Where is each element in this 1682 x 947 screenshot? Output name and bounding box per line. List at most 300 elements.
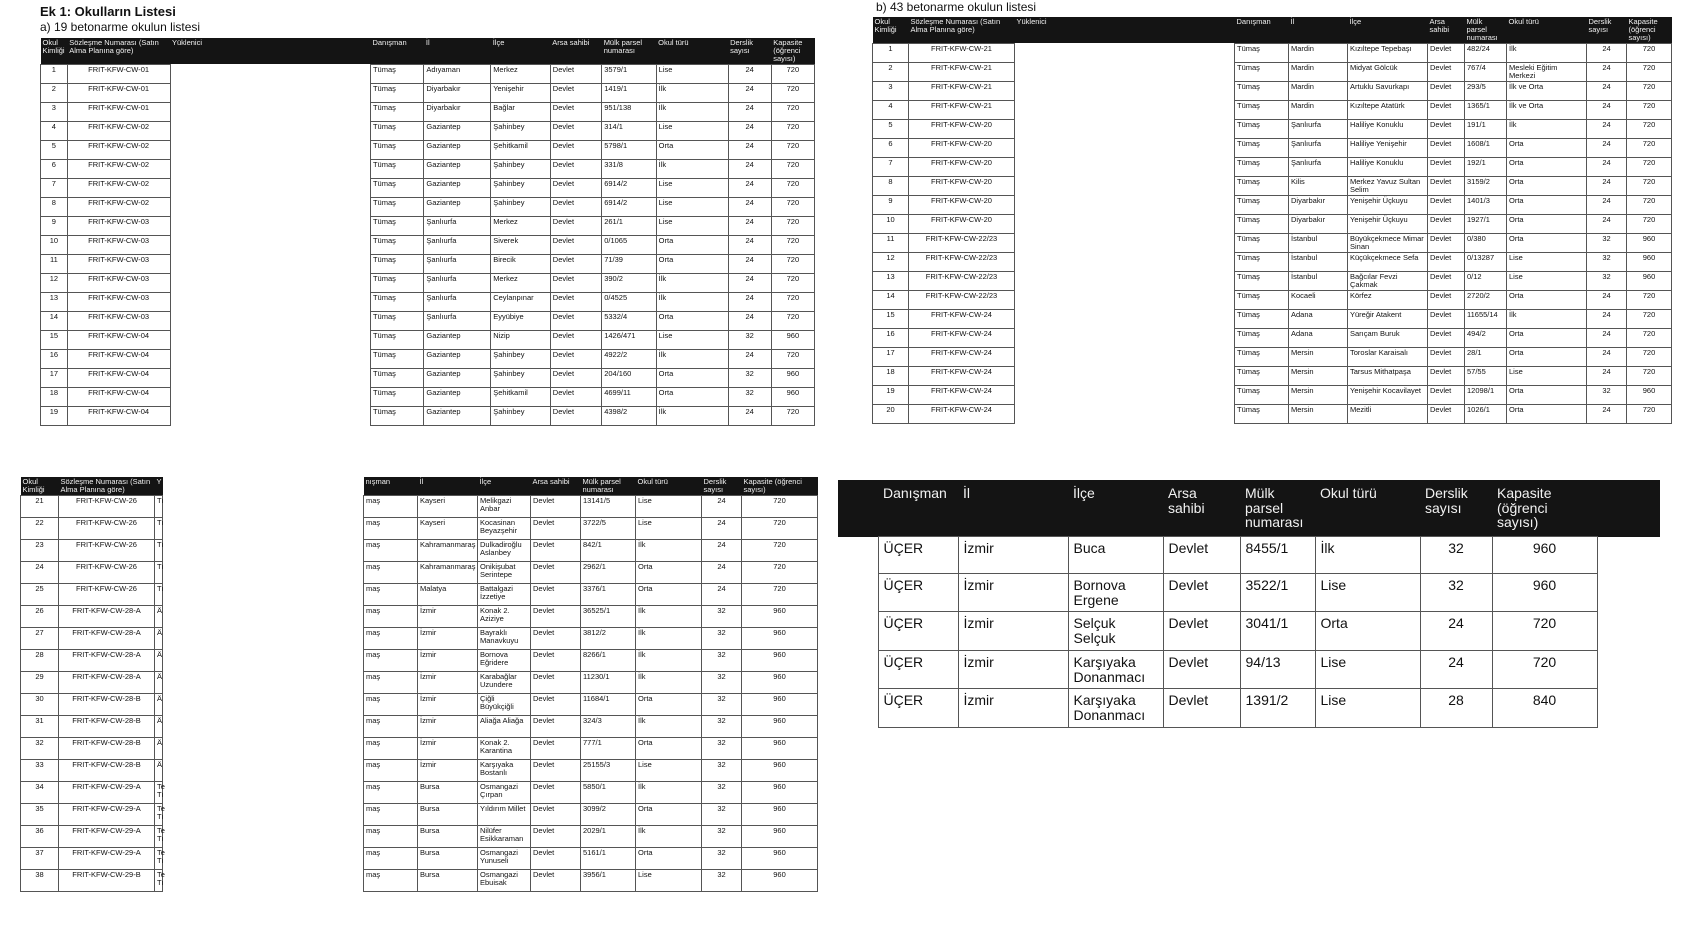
col-okul-kimligi: Okul Kimliği <box>41 38 68 64</box>
cell-yuklenici-partial: Te Tı <box>155 825 163 847</box>
col-arsa: Arsa sahibi <box>550 38 601 64</box>
cell-derslik: 32 <box>702 781 742 803</box>
section-b-title: b) 43 betonarme okulun listesi <box>876 0 1037 14</box>
cell-mulk: 5850/1 <box>581 781 636 803</box>
cell-okul-turu: İlk <box>656 273 728 292</box>
cell-danisman: Tümaş <box>1235 176 1289 195</box>
table-row <box>21 539 818 561</box>
cell-ilce: Bağlar <box>491 102 551 121</box>
cell-okul-kimligi: 22 <box>21 517 59 539</box>
cell-danisman: maş <box>364 715 418 737</box>
cell-arsa: Devlet <box>1428 138 1465 157</box>
cell-mulk: 8455/1 <box>1240 537 1315 574</box>
cell-il: İzmir <box>418 759 478 781</box>
cell-il: Diyarbakır <box>1289 195 1348 214</box>
cell-sozlesme: FRIT-KFW-CW-28-A <box>59 649 155 671</box>
cell-sozlesme: FRIT-KFW-CW-01 <box>67 102 170 121</box>
cell-il: İzmir <box>958 574 1068 612</box>
cell-sozlesme: FRIT-KFW-CW-20 <box>909 214 1015 233</box>
cell-ilce: Osmangazi Çırpan <box>478 781 531 803</box>
cell-mulk: 0/380 <box>1465 233 1507 252</box>
cell-okul-turu: Orta <box>1507 233 1587 252</box>
cell-sozlesme: FRIT-KFW-CW-02 <box>67 178 170 197</box>
cell-okul-kimligi: 5 <box>873 119 909 138</box>
cell-okul-turu: Lise <box>1315 650 1420 688</box>
cell-yuklenici-blank <box>170 102 370 121</box>
cell-okul-turu: Orta <box>1507 385 1587 404</box>
cell-mulk: 5332/4 <box>602 311 656 330</box>
cell-yuklenici-blank <box>170 83 370 102</box>
cell-yuklenici-partial: Ä <box>155 759 163 781</box>
cell-okul-turu: Lise <box>656 197 728 216</box>
table-row <box>873 366 1672 385</box>
col-mulk: Mülk parsel numarası <box>581 477 636 495</box>
cell-kapasite: 720 <box>742 495 818 517</box>
cell-kapasite: 960 <box>742 671 818 693</box>
cell-okul-turu: Orta <box>1507 195 1587 214</box>
table-row <box>41 292 815 311</box>
cell-ilce: Mezitli <box>1348 404 1428 423</box>
cell-okul-turu: Lise <box>1507 271 1587 290</box>
cell-sozlesme: FRIT-KFW-CW-28-A <box>59 627 155 649</box>
cell-okul-kimligi: 13 <box>873 271 909 290</box>
cell-ilce: Şahinbey <box>491 349 551 368</box>
cell-il: Malatya <box>418 583 478 605</box>
cell-sozlesme: FRIT-KFW-CW-29-A <box>59 803 155 825</box>
table-d-schools <box>838 480 1660 728</box>
cell-kapasite: 960 <box>742 693 818 715</box>
cell-mulk: 324/3 <box>581 715 636 737</box>
cell-okul-turu: İlk <box>656 349 728 368</box>
table-row <box>873 62 1672 81</box>
cell-danisman: Tümaş <box>370 121 423 140</box>
cell-ilce: Merkez <box>491 216 551 235</box>
cell-derslik: 24 <box>702 583 742 605</box>
col-kapasite: Kapasite (öğrenci sayısı) <box>771 38 814 64</box>
cell-ilce: Midyat Gölcük <box>1348 62 1428 81</box>
cell-trail-blank <box>1597 689 1660 727</box>
cell-ilce: Eyyübiye <box>491 311 551 330</box>
table-row <box>41 121 815 140</box>
cell-arsa: Devlet <box>1428 366 1465 385</box>
cell-okul-turu: İlk <box>656 159 728 178</box>
table-row <box>41 387 815 406</box>
cell-derslik: 24 <box>728 311 771 330</box>
cell-il: İstanbul <box>1289 233 1348 252</box>
cell-kapasite: 960 <box>771 368 814 387</box>
table-c-header <box>21 477 818 495</box>
cell-il: Kayseri <box>418 517 478 539</box>
col-arsa: Arsa sahibi <box>1428 17 1465 43</box>
cell-sozlesme: FRIT-KFW-CW-02 <box>67 140 170 159</box>
cell-danisman: Tümaş <box>370 254 423 273</box>
table-row <box>21 627 818 649</box>
cell-okul-turu: İlk <box>1315 537 1420 574</box>
cell-ilce: Merkez <box>491 273 551 292</box>
cell-il: Şanlıurfa <box>1289 157 1348 176</box>
cell-ilce: Karşıyaka Donanmacı <box>1068 689 1163 727</box>
col-kapasite: Kapasite (öğrenci sayısı) <box>1627 17 1672 43</box>
cell-il: İzmir <box>418 737 478 759</box>
cell-okul-kimligi: 10 <box>873 214 909 233</box>
cell-sozlesme: FRIT-KFW-CW-02 <box>67 197 170 216</box>
cell-trail-blank <box>1597 574 1660 612</box>
cell-kapasite: 720 <box>742 539 818 561</box>
cell-derslik: 24 <box>1587 157 1627 176</box>
cell-okul-kimligi: 19 <box>41 406 68 425</box>
cell-il: Mersin <box>1289 347 1348 366</box>
cell-kapasite: 720 <box>771 235 814 254</box>
cell-okul-turu: İlk <box>636 627 702 649</box>
table-row <box>21 671 818 693</box>
cell-okul-turu: İlk <box>656 83 728 102</box>
cell-arsa: Devlet <box>531 759 581 781</box>
cell-okul-turu: Orta <box>1507 290 1587 309</box>
cell-kapasite: 720 <box>771 254 814 273</box>
cell-kapasite: 960 <box>771 387 814 406</box>
cell-arsa: Devlet <box>550 387 601 406</box>
table-b-schools <box>872 17 1672 424</box>
cell-danisman: maş <box>364 693 418 715</box>
cell-derslik: 32 <box>702 737 742 759</box>
table-row <box>41 159 815 178</box>
cell-sozlesme: FRIT-KFW-CW-29-A <box>59 825 155 847</box>
cell-danisman: Tümaş <box>370 311 423 330</box>
cell-kapasite: 720 <box>1627 347 1672 366</box>
cell-kapasite: 960 <box>1492 537 1597 574</box>
cell-mulk: 1608/1 <box>1465 138 1507 157</box>
cell-okul-turu: Lise <box>656 216 728 235</box>
cell-arsa: Devlet <box>1163 650 1240 688</box>
cell-mulk: 1419/1 <box>602 83 656 102</box>
cell-kapasite: 720 <box>1492 650 1597 688</box>
cell-yuklenici-blank <box>170 330 370 349</box>
cell-okul-turu: Orta <box>636 847 702 869</box>
cell-il: Şanlıurfa <box>424 235 491 254</box>
cell-arsa: Devlet <box>550 197 601 216</box>
cell-yuklenici-blank <box>1015 100 1235 119</box>
cell-okul-turu: Orta <box>636 803 702 825</box>
cell-okul-kimligi: 28 <box>21 649 59 671</box>
table-row <box>838 689 1660 727</box>
cell-okul-kimligi: 25 <box>21 583 59 605</box>
cell-kapasite: 720 <box>1627 309 1672 328</box>
cell-danisman: Tümaş <box>1235 309 1289 328</box>
cell-yuklenici-blank <box>1015 404 1235 423</box>
cell-okul-turu: İlk <box>656 406 728 425</box>
cell-mulk: 6914/2 <box>602 197 656 216</box>
cell-il: İzmir <box>418 671 478 693</box>
cell-arsa: Devlet <box>1163 689 1240 727</box>
cell-derslik: 24 <box>1587 119 1627 138</box>
cell-danisman: maş <box>364 671 418 693</box>
cell-mulk: 2029/1 <box>581 825 636 847</box>
cell-danisman: maş <box>364 803 418 825</box>
cell-danisman: Tümaş <box>1235 214 1289 233</box>
col-danisman: Danışman <box>370 38 423 64</box>
cell-il: Mardin <box>1289 62 1348 81</box>
cell-kapasite: 720 <box>1627 119 1672 138</box>
cell-danisman: Tümaş <box>370 216 423 235</box>
cell-ilce: Tarsus Mithatpaşa <box>1348 366 1428 385</box>
cell-okul-turu: İlk <box>636 715 702 737</box>
cell-kapasite: 720 <box>1627 62 1672 81</box>
cell-danisman: maş <box>364 649 418 671</box>
cell-danisman: maş <box>364 759 418 781</box>
cell-ilce: Onikişubat Serintepe <box>478 561 531 583</box>
cell-okul-turu: Lise <box>636 869 702 891</box>
cell-derslik: 24 <box>1587 214 1627 233</box>
table-row <box>41 368 815 387</box>
cell-ilce: Birecik <box>491 254 551 273</box>
cell-mulk: 951/138 <box>602 102 656 121</box>
cell-ilce: Dulkadiroğlu Aslanbey <box>478 539 531 561</box>
cell-sozlesme: FRIT-KFW-CW-03 <box>67 235 170 254</box>
cell-derslik: 24 <box>1587 347 1627 366</box>
table-c-schools <box>20 477 818 892</box>
cell-okul-kimligi: 5 <box>41 140 68 159</box>
cell-sozlesme: FRIT-KFW-CW-22/23 <box>909 233 1015 252</box>
cell-il: Gaziantep <box>424 121 491 140</box>
cell-ilce: Osmangazi Yunuseli <box>478 847 531 869</box>
cell-arsa: Devlet <box>1428 290 1465 309</box>
cell-okul-kimligi: 1 <box>873 43 909 62</box>
cell-danisman: Tümaş <box>370 159 423 178</box>
table-row <box>838 612 1660 650</box>
cell-blank-gap <box>163 561 364 583</box>
cell-sozlesme: FRIT-KFW-CW-21 <box>909 100 1015 119</box>
cell-il: Mardin <box>1289 43 1348 62</box>
cell-ilce: Şahinbey <box>491 159 551 178</box>
cell-sozlesme: FRIT-KFW-CW-04 <box>67 330 170 349</box>
cell-kapasite: 720 <box>771 159 814 178</box>
cell-mulk: 57/55 <box>1465 366 1507 385</box>
cell-derslik: 32 <box>702 649 742 671</box>
table-row <box>873 328 1672 347</box>
table-row <box>21 583 818 605</box>
cell-ilce: Selçuk Selçuk <box>1068 612 1163 650</box>
cell-arsa: Devlet <box>1428 43 1465 62</box>
cell-ilce: Büyükçekmece Mimar Sinan <box>1348 233 1428 252</box>
cell-arsa: Devlet <box>550 311 601 330</box>
cell-okul-kimligi: 38 <box>21 869 59 891</box>
cell-danisman: Tümaş <box>1235 157 1289 176</box>
cell-kapasite: 960 <box>742 627 818 649</box>
cell-derslik: 32 <box>728 368 771 387</box>
cell-mulk: 36525/1 <box>581 605 636 627</box>
cell-mulk: 2962/1 <box>581 561 636 583</box>
cell-yuklenici-partial: Ä <box>155 627 163 649</box>
cell-mulk: 1927/1 <box>1465 214 1507 233</box>
cell-ilce: Küçükçekmece Sefa <box>1348 252 1428 271</box>
cell-yuklenici-blank <box>170 178 370 197</box>
cell-derslik: 24 <box>702 561 742 583</box>
col-mulk: Mülk parsel numarası <box>1465 17 1507 43</box>
cell-il: Diyarbakır <box>424 83 491 102</box>
table-row <box>21 715 818 737</box>
col-okul-turu: Okul türü <box>1315 480 1420 537</box>
cell-okul-turu: Orta <box>656 368 728 387</box>
cell-mulk: 3522/1 <box>1240 574 1315 612</box>
cell-mulk: 3722/5 <box>581 517 636 539</box>
cell-trail-blank <box>1597 650 1660 688</box>
cell-arsa: Devlet <box>550 178 601 197</box>
cell-danisman: ÜÇER <box>878 612 958 650</box>
cell-danisman: Tümaş <box>370 102 423 121</box>
cell-okul-turu: Orta <box>656 311 728 330</box>
cell-danisman: maş <box>364 627 418 649</box>
cell-mulk: 777/1 <box>581 737 636 759</box>
cell-kapasite: 720 <box>771 311 814 330</box>
cell-mulk: 71/39 <box>602 254 656 273</box>
cell-okul-turu: Orta <box>1507 176 1587 195</box>
cell-ilce: Konak 2. Karantina <box>478 737 531 759</box>
cell-okul-kimligi: 30 <box>21 693 59 715</box>
cell-derslik: 32 <box>702 803 742 825</box>
cell-okul-turu: İlk <box>636 781 702 803</box>
cell-derslik: 24 <box>728 254 771 273</box>
cell-danisman: Tümaş <box>1235 233 1289 252</box>
cell-yuklenici-blank <box>1015 119 1235 138</box>
cell-danisman: maş <box>364 737 418 759</box>
cell-danisman: Tümaş <box>1235 385 1289 404</box>
col-derslik: Derslik sayısı <box>1420 480 1492 537</box>
cell-il: Bursa <box>418 847 478 869</box>
table-row <box>41 273 815 292</box>
col-kapasite: Kapasite (öğrenci sayısı) <box>1492 480 1597 537</box>
cell-kapasite: 960 <box>742 803 818 825</box>
cell-kapasite: 960 <box>771 330 814 349</box>
cell-danisman: Tümaş <box>1235 271 1289 290</box>
cell-okul-kimligi: 35 <box>21 803 59 825</box>
cell-okul-kimligi: 36 <box>21 825 59 847</box>
cell-okul-kimligi: 12 <box>41 273 68 292</box>
table-row <box>41 64 815 83</box>
cell-yuklenici-blank <box>170 349 370 368</box>
cell-sozlesme: FRIT-KFW-CW-21 <box>909 81 1015 100</box>
cell-okul-turu: Orta <box>1507 347 1587 366</box>
cell-mulk: 1026/1 <box>1465 404 1507 423</box>
cell-danisman: Tümaş <box>370 273 423 292</box>
cell-danisman: ÜÇER <box>878 650 958 688</box>
cell-kapasite: 720 <box>1627 176 1672 195</box>
cell-derslik: 24 <box>1587 328 1627 347</box>
cell-kapasite: 720 <box>771 178 814 197</box>
cell-ilce: Şahinbey <box>491 406 551 425</box>
cell-ilce: Şahinbey <box>491 368 551 387</box>
cell-okul-turu: Lise <box>1315 574 1420 612</box>
table-b-body <box>873 43 1672 423</box>
page-title: Ek 1: Okulların Listesi <box>40 4 176 19</box>
cell-okul-turu: Lise <box>656 64 728 83</box>
cell-arsa: Devlet <box>531 561 581 583</box>
cell-arsa: Devlet <box>1428 195 1465 214</box>
cell-mulk: 3579/1 <box>602 64 656 83</box>
cell-mulk: 482/24 <box>1465 43 1507 62</box>
cell-okul-kimligi: 3 <box>873 81 909 100</box>
cell-mulk: 3041/1 <box>1240 612 1315 650</box>
cell-ilce: Bağcılar Fevzi Çakmak <box>1348 271 1428 290</box>
cell-blank-gap <box>163 781 364 803</box>
cell-yuklenici-blank <box>1015 62 1235 81</box>
cell-derslik: 32 <box>702 759 742 781</box>
cell-arsa: Devlet <box>550 406 601 425</box>
col-okul-kimligi: Okul Kimliği <box>21 477 59 495</box>
col-yuklenici-partial: Y <box>155 477 163 495</box>
cell-arsa: Devlet <box>1428 271 1465 290</box>
cell-ilce: Kocasinan Beyazşehir <box>478 517 531 539</box>
cell-danisman: maş <box>364 781 418 803</box>
cell-okul-turu: Orta <box>656 235 728 254</box>
table-row <box>873 404 1672 423</box>
cell-yuklenici-partial: Te Tı <box>155 847 163 869</box>
cell-blank-gap <box>163 649 364 671</box>
cell-sozlesme: FRIT-KFW-CW-22/23 <box>909 271 1015 290</box>
cell-il: Kahramanmaraş <box>418 539 478 561</box>
cell-sozlesme: FRIT-KFW-CW-04 <box>67 406 170 425</box>
cell-mulk: 293/5 <box>1465 81 1507 100</box>
table-d-body <box>838 537 1660 728</box>
cell-il: İzmir <box>958 689 1068 727</box>
cell-kapasite: 720 <box>771 197 814 216</box>
cell-arsa: Devlet <box>531 693 581 715</box>
cell-okul-kimligi: 7 <box>873 157 909 176</box>
cell-mulk: 0/12 <box>1465 271 1507 290</box>
cell-okul-kimligi: 11 <box>41 254 68 273</box>
cell-ilce: Yıldırım Millet <box>478 803 531 825</box>
cell-derslik: 24 <box>728 64 771 83</box>
cell-kapasite: 840 <box>1492 689 1597 727</box>
cell-okul-kimligi: 17 <box>873 347 909 366</box>
table-row <box>41 330 815 349</box>
cell-okul-turu: Orta <box>636 693 702 715</box>
cell-sozlesme: FRIT-KFW-CW-20 <box>909 176 1015 195</box>
cell-derslik: 24 <box>728 349 771 368</box>
cell-il: Mersin <box>1289 366 1348 385</box>
cell-mulk: 3956/1 <box>581 869 636 891</box>
col-arsa: Arsa sahibi <box>531 477 581 495</box>
cell-il: İzmir <box>958 612 1068 650</box>
cell-okul-kimligi: 26 <box>21 605 59 627</box>
cell-mulk: 390/2 <box>602 273 656 292</box>
cell-yuklenici-partial: Te Tı <box>155 869 163 891</box>
cell-derslik: 24 <box>1587 62 1627 81</box>
cell-yuklenici-blank <box>1015 138 1235 157</box>
cell-danisman: maş <box>364 495 418 517</box>
cell-danisman: ÜÇER <box>878 574 958 612</box>
cell-danisman: Tümaş <box>1235 138 1289 157</box>
cell-danisman: maş <box>364 539 418 561</box>
cell-il: İstanbul <box>1289 271 1348 290</box>
cell-okul-turu: İlk <box>636 649 702 671</box>
col-mulk: Mülk parsel numarası <box>602 38 656 64</box>
table-row <box>873 100 1672 119</box>
cell-il: Kocaeli <box>1289 290 1348 309</box>
cell-derslik: 24 <box>1587 290 1627 309</box>
cell-arsa: Devlet <box>531 627 581 649</box>
table-row <box>41 197 815 216</box>
cell-yuklenici-blank <box>1015 252 1235 271</box>
cell-kapasite: 720 <box>742 583 818 605</box>
cell-derslik: 24 <box>728 216 771 235</box>
cell-okul-kimligi: 17 <box>41 368 68 387</box>
cell-ilce: Bornova Ergene <box>1068 574 1163 612</box>
table-row <box>873 81 1672 100</box>
cell-okul-kimligi: 2 <box>873 62 909 81</box>
cell-sozlesme: FRIT-KFW-CW-22/23 <box>909 252 1015 271</box>
cell-lead-blank <box>838 689 878 727</box>
col-yuklenici: Yüklenici <box>170 38 370 64</box>
